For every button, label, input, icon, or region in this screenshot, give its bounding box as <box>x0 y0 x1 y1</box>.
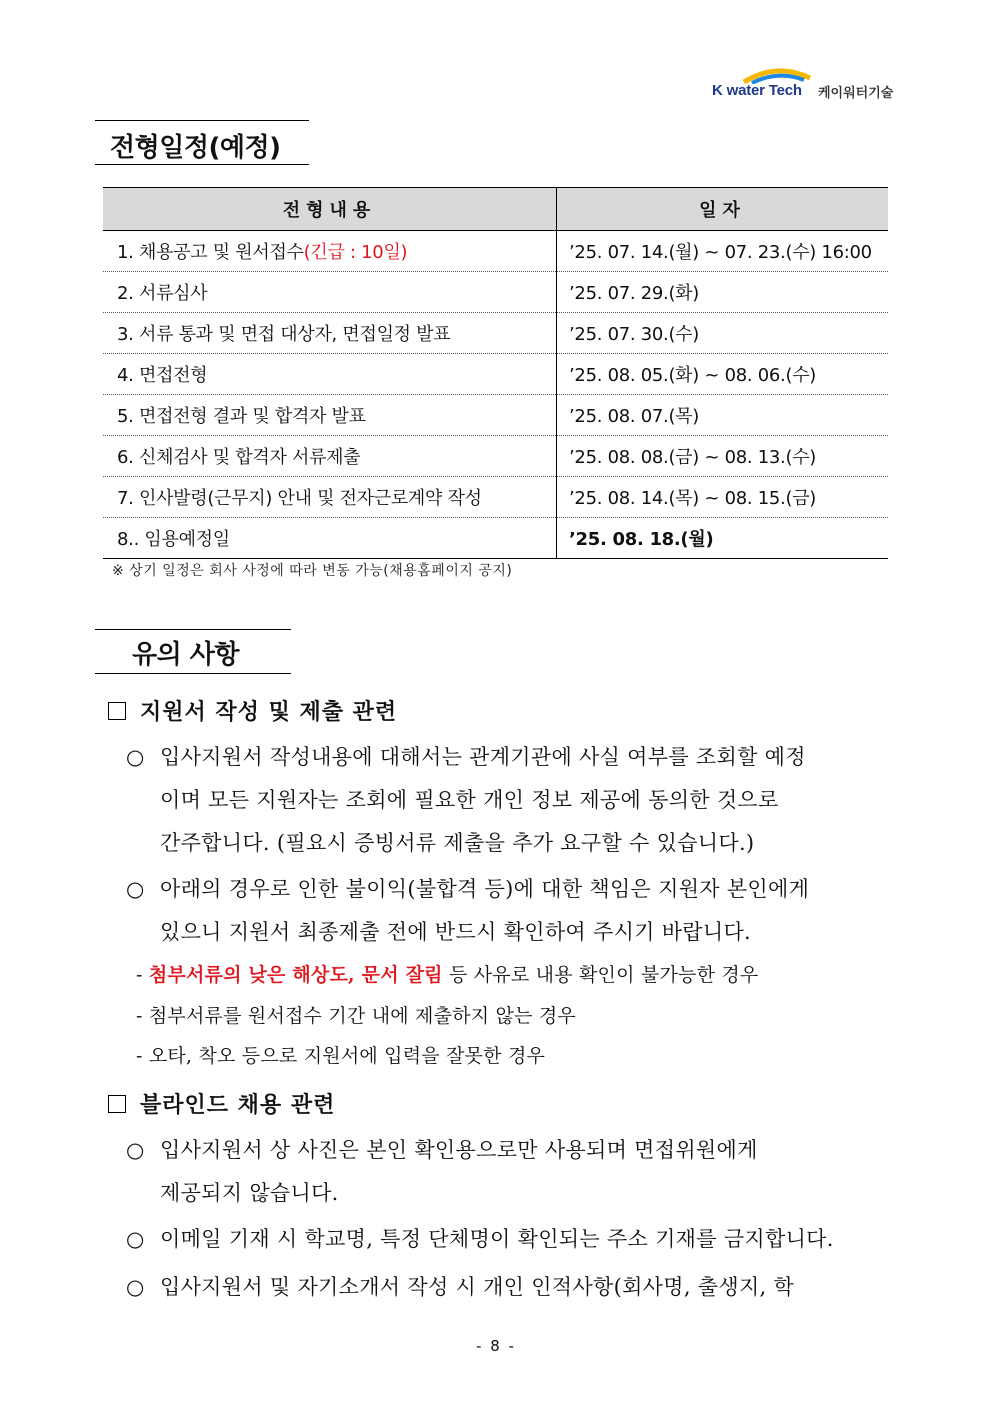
schedule-title-top-rule <box>95 120 309 121</box>
schedule-date: ’25. 08. 07.(목) <box>557 395 889 436</box>
notice-title-top-rule <box>95 629 291 630</box>
column-header-date: 일자 <box>557 188 889 231</box>
notice-paragraph: ○ 입사지원서 작성내용에 대해서는 관계기관에 사실 여부를 조회할 예정 이며 모든 지원자는 조회에 필요한 개인 정보 제공에 동의한 것으로 간주합니다. (필요시 증빙서류 제출을 추가 요구할 수 있습니다.) <box>126 736 896 865</box>
circle-bullet-icon: ○ <box>126 1275 145 1299</box>
notice-title: 유의 사항 <box>132 640 240 670</box>
logo-brand-text: K water Tech <box>712 82 802 99</box>
schedule-date: ’25. 08. 08.(금) ~ 08. 13.(수) <box>557 436 889 477</box>
table-row <box>103 272 888 313</box>
dash-item: - 첨부서류의 낮은 해상도, 문서 잘림 등 사유로 내용 확인이 불가능한 경우 <box>136 964 759 986</box>
section-heading-blind: 블라인드 채용 관련 <box>108 1088 335 1119</box>
table-row <box>103 231 888 272</box>
schedule-table <box>103 187 888 559</box>
notice-paragraph: ○ 입사지원서 및 자기소개서 작성 시 개인 인적사항(회사명, 출생지, 학 <box>126 1266 896 1309</box>
schedule-item: 2. 서류심사 <box>103 272 557 313</box>
section-heading-application: 지원서 작성 및 제출 관련 <box>108 695 397 726</box>
page-number: - 8 - <box>476 1337 516 1355</box>
notice-paragraph: ○ 입사지원서 상 사진은 본인 확인용으로만 사용되며 면접위원에게 제공되지 않습니다. <box>126 1129 896 1215</box>
schedule-item: 3. 서류 통과 및 면접 대상자, 면접일정 발표 <box>103 313 557 354</box>
schedule-item: 4. 면접전형 <box>103 354 557 395</box>
notice-title-bottom-rule <box>95 673 291 674</box>
table-row <box>103 354 888 395</box>
schedule-date: ’25. 07. 14.(월) ~ 07. 23.(수) 16:00 <box>557 231 889 272</box>
notice-paragraph: ○ 이메일 기재 시 학교명, 특정 단체명이 확인되는 주소 기재를 금지합니다. <box>126 1218 896 1261</box>
schedule-item: 1. 채용공고 및 원서접수(긴급 : 10일) <box>103 231 557 272</box>
schedule-title: 전형일정(예정) <box>110 133 281 163</box>
highlight-text: 첨부서류의 낮은 해상도, 문서 잘림 <box>148 964 443 986</box>
logo-korean-text: 케이워터기술 <box>818 86 894 101</box>
schedule-item: 8.. 임용예정일 <box>103 518 557 559</box>
company-logo <box>712 66 902 102</box>
table-row <box>103 477 888 518</box>
circle-bullet-icon: ○ <box>126 1138 145 1162</box>
schedule-item: 5. 면접전형 결과 및 합격자 발표 <box>103 395 557 436</box>
table-row <box>103 395 888 436</box>
circle-bullet-icon: ○ <box>126 745 145 769</box>
schedule-date: ’25. 07. 30.(수) <box>557 313 889 354</box>
schedule-date: ’25. 07. 29.(화) <box>557 272 889 313</box>
table-header-row <box>103 188 888 231</box>
circle-bullet-icon: ○ <box>126 877 145 901</box>
schedule-date: ’25. 08. 05.(화) ~ 08. 06.(수) <box>557 354 889 395</box>
schedule-note: ※ 상기 일정은 회사 사정에 따라 변동 가능(채용홈페이지 공지) <box>112 563 513 579</box>
dash-item: - 오타, 착오 등으로 지원서에 입력을 잘못한 경우 <box>136 1045 546 1067</box>
column-header-content: 전형내용 <box>103 188 557 231</box>
dash-item: - 첨부서류를 원서접수 기간 내에 제출하지 않는 경우 <box>136 1005 576 1027</box>
schedule-item: 7. 인사발령(근무지) 안내 및 전자근로계약 작성 <box>103 477 557 518</box>
schedule-item: 6. 신체검사 및 합격자 서류제출 <box>103 436 557 477</box>
table-row <box>103 313 888 354</box>
checkbox-square-icon <box>108 1095 126 1113</box>
circle-bullet-icon: ○ <box>126 1227 145 1251</box>
table-row <box>103 436 888 477</box>
schedule-date: ’25. 08. 14.(목) ~ 08. 15.(금) <box>557 477 889 518</box>
notice-paragraph: ○ 아래의 경우로 인한 불이익(불합격 등)에 대한 책임은 지원자 본인에게 있으니 지원서 최종제출 전에 반드시 확인하여 주시기 바랍니다. <box>126 868 896 954</box>
table-row <box>103 518 888 559</box>
urgent-label: (긴급 : 10일) <box>303 242 408 263</box>
checkbox-square-icon <box>108 702 126 720</box>
schedule-title-bottom-rule <box>95 164 309 165</box>
schedule-date: ’25. 08. 18.(월) <box>557 518 889 559</box>
